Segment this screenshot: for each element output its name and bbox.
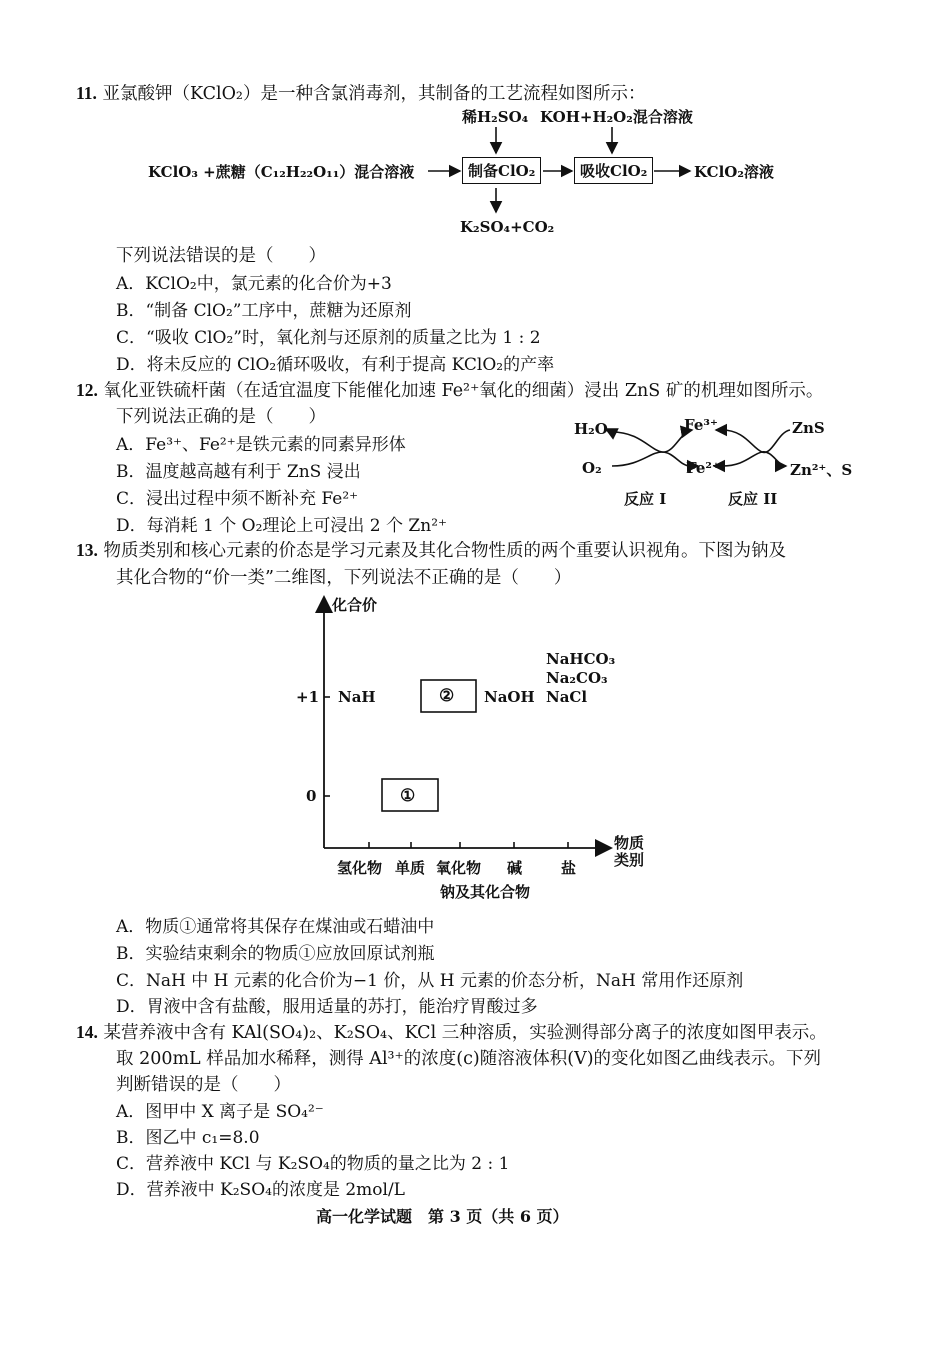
q13-option-b: B．实验结束剩余的物质①应放回原试剂瓶: [116, 944, 435, 964]
q14-option-b: B．图乙中 c₁=8.0: [116, 1128, 260, 1148]
q13-option-c: C．NaH 中 H 元素的化合价为−1 价，从 H 元素的价态分析，NaH 常用作还原剂: [116, 971, 744, 991]
q11-step-prepare: 制备ClO₂: [462, 157, 541, 184]
q12-reaction-1: 反应 I: [624, 490, 667, 508]
q13-y-label: 化合价: [332, 596, 378, 614]
q13-option-a: A．物质①通常将其保存在煤油或石蜡油中: [116, 917, 435, 937]
q11-step-absorb: 吸收ClO₂: [574, 157, 653, 184]
q11-stem-text: 亚氯酸钾（KClO₂）是一种含氯消毒剂，其制备的工艺流程如图所示：: [102, 84, 646, 104]
q13-stem-text-1: 物质类别和核心元素的价态是学习元素及其化合物性质的两个重要认识视角。下图为钠及: [103, 541, 786, 561]
q13-salt-na2co3: Na₂CO₃: [546, 669, 608, 687]
q11-number: 11.: [76, 83, 97, 103]
q13-x-label-1: 物质: [614, 834, 645, 852]
q12-zn-s: Zn²⁺、S: [790, 461, 853, 479]
q12-reaction-2: 反应 II: [728, 490, 778, 508]
q12-stem-text: 氧化亚铁硫杆菌（在适宜温度下能催化加速 Fe²⁺氧化的细菌）浸出 ZnS 矿的机理如图所示。: [103, 381, 824, 401]
q13-salt-nahco3: NaHCO₃: [546, 650, 616, 668]
q11-output: KClO₂溶液: [694, 163, 774, 181]
q13-x-label-2: 类别: [614, 851, 645, 869]
q14-stem-line1: [76, 1019, 827, 1044]
q13-salt-nacl: NaCl: [546, 688, 588, 706]
q14-stem-line2: 取 200mL 样品加水稀释，测得 Al³⁺的浓度(c)随溶液体积(V)的变化如图乙曲线表示。下列: [116, 1049, 822, 1069]
q13-y-tick-label-0: 0: [306, 787, 317, 805]
q13-category-base: 碱: [507, 859, 523, 877]
q12-prompt: 下列说法正确的是（ ）: [116, 407, 326, 427]
q11-input: KClO₃ +蔗糖（C₁₂H₂₂O₁₁）混合溶液: [148, 163, 415, 181]
page-footer: 高一化学试题 第 3 页（共 6 页）: [316, 1207, 569, 1226]
q14-stem-line3: 判断错误的是（ ）: [116, 1075, 291, 1095]
q12-option-d: D．每消耗 1 个 O₂理论上可浸出 2 个 Zn²⁺: [116, 516, 447, 536]
q13-option-d: D．胃液中含有盐酸，服用适量的苏打，能治疗胃酸过多: [116, 997, 538, 1017]
q13-y-tick-label-plus1: +1: [296, 688, 320, 706]
q11-byproduct: K₂SO₄+CO₂: [460, 218, 555, 236]
q13-category-element: 单质: [395, 859, 426, 877]
q13-naoh: NaOH: [484, 688, 535, 706]
q13-caption: 钠及其化合物: [440, 883, 531, 901]
q13-stem-line2: 其化合物的“价一类”二维图，下列说法不正确的是（ ）: [116, 568, 572, 588]
q14-option-a: A．图甲中 X 离子是 SO₄²⁻: [116, 1102, 324, 1122]
q11-prompt: 下列说法错误的是（ ）: [116, 246, 326, 266]
q13-box-2-label: ②: [439, 686, 455, 706]
q12-option-c: C．浸出过程中须不断补充 Fe²⁺: [116, 489, 359, 509]
q14-option-d: D．营养液中 K₂SO₄的浓度是 2mol/L: [116, 1180, 405, 1200]
q11-option-d: D．将未反应的 ClO₂循环吸收，有利于提高 KClO₂的产率: [116, 355, 555, 375]
q14-number: 14.: [76, 1022, 98, 1042]
q14-option-c: C．营养液中 KCl 与 K₂SO₄的物质的量之比为 2 : 1: [116, 1154, 510, 1174]
q13-category-hydride: 氢化物: [337, 859, 383, 877]
q13-category-oxide: 氧化物: [436, 859, 482, 877]
q12-option-b: B．温度越高越有利于 ZnS 浸出: [116, 462, 361, 482]
q12-o2: O₂: [582, 459, 602, 477]
q12-h2o: H₂O: [574, 420, 608, 438]
q12-option-a: A．Fe³⁺、Fe²⁺是铁元素的同素异形体: [116, 435, 406, 455]
q12-number: 12.: [76, 380, 98, 400]
q11-reagent-h2so4: 稀H₂SO₄: [462, 108, 529, 126]
q11-reagent-koh: KOH+H₂O₂混合溶液: [540, 108, 693, 126]
q14-stem-text-1: 某营养液中含有 KAl(SO₄)₂、K₂SO₄、KCl 三种溶质，实验测得部分离子的浓度如图甲表示。: [103, 1023, 827, 1043]
q11-option-a: A．KClO₂中，氯元素的化合价为+3: [116, 274, 392, 294]
q13-category-salt: 盐: [561, 859, 577, 877]
q12-zns: ZnS: [792, 419, 825, 437]
q13-box-1-label: ①: [400, 786, 416, 806]
q13-nah: NaH: [338, 688, 376, 706]
q12-fe3: Fe³⁺: [684, 416, 718, 434]
q11-option-c: C．“吸收 ClO₂”时，氧化剂与还原剂的质量之比为 1 : 2: [116, 328, 541, 348]
q11-option-b: B．“制备 ClO₂”工序中，蔗糖为还原剂: [116, 301, 412, 321]
q13-number: 13.: [76, 540, 98, 560]
q12-fe2: Fe²⁺: [686, 459, 720, 477]
